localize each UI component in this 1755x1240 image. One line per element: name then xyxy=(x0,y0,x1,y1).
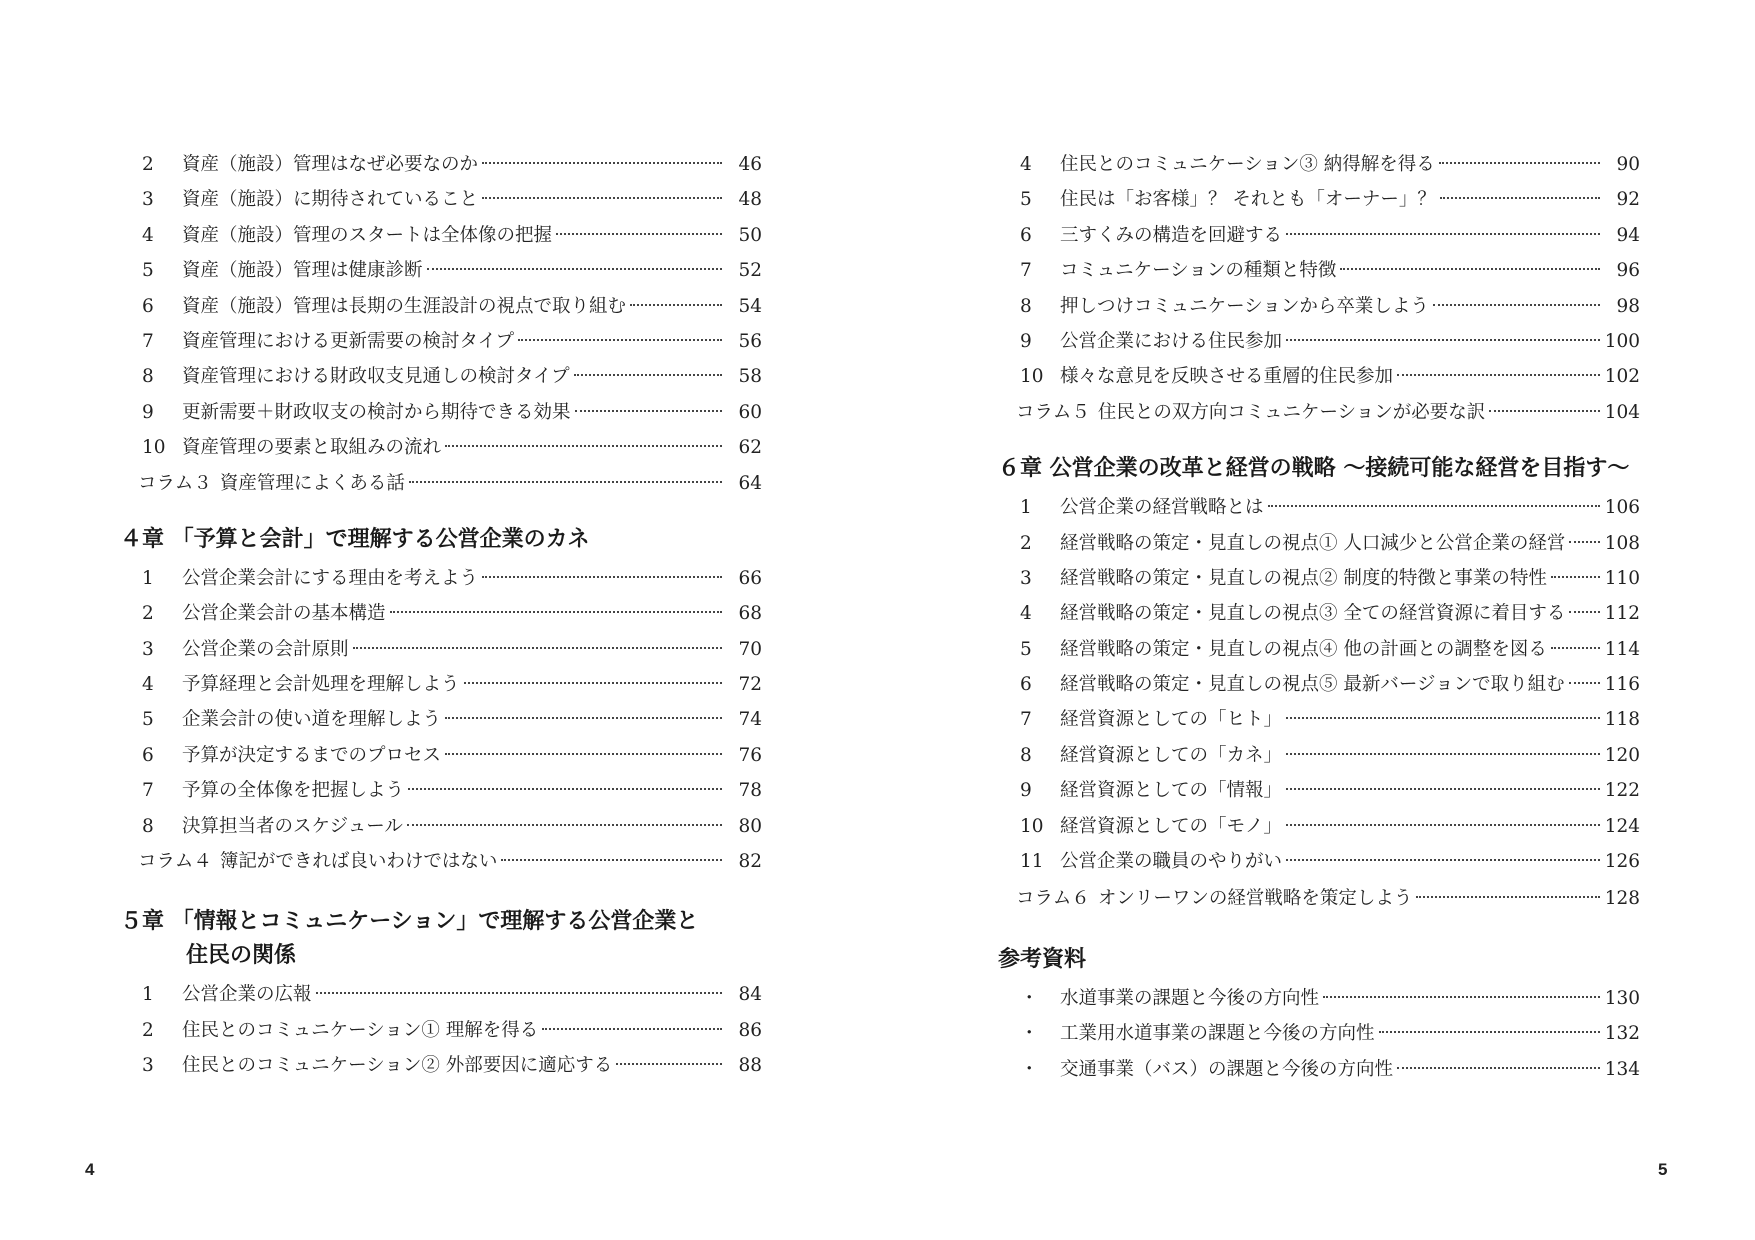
item-page: 78 xyxy=(738,780,762,802)
item-page: 76 xyxy=(738,744,762,766)
item-page: 80 xyxy=(738,815,762,837)
item-title: 資産管理における更新需要の検討タイプ xyxy=(182,330,515,352)
item-title: 経営戦略の策定・見直しの視点② 制度的特徴と事業の特性 xyxy=(1060,567,1547,589)
leader-dots xyxy=(1340,267,1600,270)
item-number: 9 xyxy=(1020,330,1032,352)
item-title: 公営企業の広報 xyxy=(182,984,312,1006)
item-page: 82 xyxy=(738,851,762,873)
item-page: 128 xyxy=(1604,888,1640,910)
item-page: 108 xyxy=(1604,532,1640,554)
leader-dots xyxy=(556,232,722,235)
item-number: 5 xyxy=(142,260,154,282)
item-title: 資産（施設）管理のスタートは全体像の把握 xyxy=(182,224,553,246)
item-title: 更新需要＋財政収支の検討から期待できる効果 xyxy=(182,401,571,423)
item-number: 4 xyxy=(142,224,154,246)
item-number: 7 xyxy=(142,780,154,802)
item-title: 経営戦略の策定・見直しの視点① 人口減少と公営企業の経営 xyxy=(1060,532,1566,554)
toc-item xyxy=(1020,667,1640,702)
toc-item xyxy=(1020,702,1640,737)
column-6-entry xyxy=(1016,881,1640,916)
leader-dots xyxy=(616,1062,722,1065)
column-entry xyxy=(1016,395,1640,430)
leader-dots xyxy=(316,991,722,994)
item-title: 公営企業会計にする理由を考えよう xyxy=(182,567,479,589)
toc-item xyxy=(1020,147,1640,182)
toc-item xyxy=(142,395,762,430)
toc-item xyxy=(142,1048,762,1083)
item-title: 経営資源としての「モノ」 xyxy=(1060,815,1282,837)
toc-item xyxy=(142,809,762,844)
toc-item xyxy=(142,773,762,808)
leader-dots xyxy=(1397,373,1600,376)
item-number: 8 xyxy=(142,815,154,837)
item-title: 経営資源としての「ヒト」 xyxy=(1060,709,1283,731)
toc-item xyxy=(142,218,762,253)
leader-dots xyxy=(1286,787,1600,790)
item-title: コミュニケーションの種類と特徴 xyxy=(1060,260,1337,282)
item-page: 72 xyxy=(738,674,762,696)
item-title: 住民とのコミュニケーション③ 納得解を得る xyxy=(1060,154,1435,175)
toc-left-column xyxy=(120,147,762,1084)
leader-dots xyxy=(1286,752,1600,755)
item-page: 88 xyxy=(738,1055,762,1077)
item-page: 90 xyxy=(1616,154,1640,175)
item-title: 三すくみの構造を回避する xyxy=(1060,224,1283,246)
item-title: 住民とのコミュニケーション② 外部要因に適応する xyxy=(182,1055,613,1077)
toc-item xyxy=(1020,253,1640,288)
column-label: コラム４ xyxy=(138,851,212,873)
leader-dots xyxy=(482,161,722,164)
toc-item xyxy=(142,977,762,1012)
column-entry xyxy=(138,466,762,501)
leader-dots xyxy=(1286,232,1600,235)
toc-item xyxy=(142,667,762,702)
toc-item xyxy=(1020,359,1640,394)
leader-dots xyxy=(1433,303,1600,306)
item-number: 1 xyxy=(1020,497,1032,519)
item-page: 116 xyxy=(1604,674,1640,696)
item-page: 56 xyxy=(738,330,762,352)
item-number: 3 xyxy=(1020,567,1032,589)
leader-dots xyxy=(1569,681,1600,684)
item-title: 予算の全体像を把握しよう xyxy=(182,780,405,802)
item-number: 3 xyxy=(142,1055,154,1077)
item-number: 6 xyxy=(142,295,154,317)
item-page: 124 xyxy=(1604,815,1640,837)
item-title: 資産（施設）管理はなぜ必要なのか xyxy=(182,154,479,175)
leader-dots xyxy=(1569,610,1600,613)
leader-dots xyxy=(518,338,722,341)
toc-right-column xyxy=(998,147,1640,1087)
item-page: 68 xyxy=(738,603,762,625)
item-number: 10 xyxy=(1020,815,1044,837)
leader-dots xyxy=(445,752,722,755)
item-number: 8 xyxy=(1020,744,1032,766)
toc-item xyxy=(142,738,762,773)
leader-dots xyxy=(501,858,722,861)
item-title: 水道事業の課題と今後の方向性 xyxy=(1060,987,1320,1009)
chapter-4-items xyxy=(138,561,762,880)
item-number: 6 xyxy=(1020,674,1032,696)
item-title: 経営戦略の策定・見直しの視点④ 他の計画との調整を図る xyxy=(1060,638,1547,660)
item-number: 2 xyxy=(142,154,154,175)
item-number: ・ xyxy=(1020,1058,1039,1080)
leader-dots xyxy=(1569,540,1600,543)
item-number: 3 xyxy=(142,638,154,660)
column-label: コラム６ xyxy=(1016,888,1090,910)
toc-item xyxy=(1020,981,1640,1016)
item-title: 予算経理と会計処理を理解しよう xyxy=(182,674,460,696)
item-page: 62 xyxy=(738,437,762,459)
leader-dots xyxy=(482,575,722,578)
item-title: 公営企業の会計原則 xyxy=(182,638,349,660)
item-title: 資産（施設）管理は長期の生涯設計の視点で取り組む xyxy=(182,295,627,317)
item-page: 118 xyxy=(1604,709,1640,731)
item-number: 5 xyxy=(1020,638,1032,660)
item-page: 94 xyxy=(1616,224,1640,246)
item-title: 公営企業の経営戦略とは xyxy=(1060,497,1264,519)
item-page: 58 xyxy=(738,366,762,388)
item-number: 7 xyxy=(142,330,154,352)
item-title: 簿記ができれば良いわけではない xyxy=(219,851,498,873)
item-title: 公営企業会計の基本構造 xyxy=(182,603,386,625)
leader-dots xyxy=(409,480,722,483)
toc-item xyxy=(142,430,762,465)
toc-item xyxy=(1020,809,1640,844)
item-number: 1 xyxy=(142,567,154,589)
toc-item xyxy=(142,1013,762,1048)
item-title: 予算が決定するまでのプロセス xyxy=(182,744,442,766)
leader-dots xyxy=(1397,1066,1600,1069)
item-title: 企業会計の使い道を理解しよう xyxy=(182,709,442,731)
leader-dots xyxy=(464,681,722,684)
item-page: 50 xyxy=(738,224,762,246)
chapter-5-heading-line2: 住民の関係 xyxy=(186,943,297,969)
item-title: 資産管理によくある話 xyxy=(219,472,405,494)
item-title: 住民とのコミュニケーション① 理解を得る xyxy=(182,1019,539,1041)
toc-item xyxy=(142,324,762,359)
item-title: オンリーワンの経営戦略を策定しよう xyxy=(1097,888,1413,910)
item-page: 54 xyxy=(738,295,762,317)
item-page: 122 xyxy=(1604,780,1640,802)
item-page: 66 xyxy=(738,567,762,589)
toc-item xyxy=(1020,1016,1640,1051)
chapter-5-heading xyxy=(120,905,762,973)
leader-dots xyxy=(575,409,722,412)
item-number: 1 xyxy=(142,984,154,1006)
leader-dots xyxy=(353,646,722,649)
toc-item xyxy=(142,359,762,394)
item-number: 11 xyxy=(1020,851,1044,873)
item-number: 10 xyxy=(1020,366,1044,388)
item-number: 7 xyxy=(1020,260,1032,282)
toc-item xyxy=(1020,844,1640,879)
item-number: 10 xyxy=(142,437,166,459)
leader-dots xyxy=(574,373,722,376)
item-page: 96 xyxy=(1616,260,1640,282)
toc-item xyxy=(142,289,762,324)
item-page: 48 xyxy=(738,189,762,211)
item-page: 74 xyxy=(738,709,762,731)
column-entry xyxy=(1016,881,1640,916)
toc-item xyxy=(142,253,762,288)
leader-dots xyxy=(630,303,722,306)
item-page: 126 xyxy=(1604,851,1640,873)
item-number: 7 xyxy=(1020,709,1032,731)
toc-item xyxy=(1020,324,1640,359)
leader-dots xyxy=(390,610,722,613)
item-number: 6 xyxy=(142,744,154,766)
leader-dots xyxy=(1440,196,1600,199)
toc-item xyxy=(1020,738,1640,773)
leader-dots xyxy=(1489,409,1600,412)
item-title: 経営戦略の策定・見直しの視点③ 全ての経営資源に着目する xyxy=(1060,603,1566,625)
item-title: 公営企業の職員のやりがい xyxy=(1060,851,1283,873)
item-number: 6 xyxy=(1020,224,1032,246)
leader-dots xyxy=(1268,504,1600,507)
item-title: 工業用水道事業の課題と今後の方向性 xyxy=(1060,1023,1375,1045)
toc-item xyxy=(142,702,762,737)
item-number: 2 xyxy=(1020,532,1032,554)
toc-right-pre-section xyxy=(1020,147,1640,395)
item-number: 8 xyxy=(1020,295,1032,317)
leader-dots xyxy=(1286,716,1600,719)
item-title: 経営戦略の策定・見直しの視点⑤ 最新バージョンで取り組む xyxy=(1060,674,1565,696)
item-number: 9 xyxy=(1020,780,1032,802)
item-page: 102 xyxy=(1604,366,1640,388)
leader-dots xyxy=(1551,646,1600,649)
toc-item xyxy=(1020,632,1640,667)
leader-dots xyxy=(1323,995,1600,998)
item-page: 112 xyxy=(1604,603,1640,625)
item-number: 9 xyxy=(142,401,154,423)
leader-dots xyxy=(427,267,722,270)
item-page: 86 xyxy=(738,1019,762,1041)
leader-dots xyxy=(1439,161,1600,164)
toc-item xyxy=(1020,561,1640,596)
toc-item xyxy=(142,182,762,217)
item-title: 住民との双方向コミュニケーションが必要な訳 xyxy=(1097,401,1486,423)
item-title: 様々な意見を反映させる重層的住民参加 xyxy=(1060,366,1394,388)
toc-item xyxy=(1020,1052,1640,1087)
toc-item xyxy=(142,561,762,596)
leader-dots xyxy=(407,823,722,826)
leader-dots xyxy=(1416,895,1600,898)
item-page: 100 xyxy=(1604,330,1640,352)
item-page: 52 xyxy=(738,260,762,282)
item-page: 120 xyxy=(1604,744,1640,766)
item-title: 押しつけコミュニケーションから卒業しよう xyxy=(1060,295,1429,317)
toc-item xyxy=(1020,490,1640,525)
leader-dots xyxy=(1286,858,1600,861)
leader-dots xyxy=(1551,575,1600,578)
item-title: 住民は「お客様」？ それとも「オーナー」？ xyxy=(1060,189,1436,211)
leader-dots xyxy=(445,716,722,719)
item-page: 132 xyxy=(1604,1023,1640,1045)
toc-item xyxy=(1020,596,1640,631)
item-title: 交通事業（バス）の課題と今後の方向性 xyxy=(1060,1058,1394,1080)
chapter-5-heading-line1: ５章 「情報とコミュニケーション」で理解する公営企業と xyxy=(120,909,699,935)
toc-item xyxy=(142,632,762,667)
toc-left-pre-section xyxy=(142,147,762,466)
chapter-6-heading: ６章 公営企業の改革と経営の戦略 ～接続可能な経営を目指す～ xyxy=(998,456,1630,482)
item-number: 5 xyxy=(1020,189,1032,211)
leader-dots xyxy=(542,1027,722,1030)
column-5-entry xyxy=(1016,395,1640,430)
chapter-5-items xyxy=(142,977,762,1083)
item-page: 92 xyxy=(1616,189,1640,211)
item-page: 106 xyxy=(1604,497,1640,519)
item-number: 4 xyxy=(1020,603,1032,625)
item-number: 3 xyxy=(142,189,154,211)
leader-dots xyxy=(1379,1030,1600,1033)
item-page: 98 xyxy=(1616,295,1640,317)
item-title: 資産（施設）に期待されていること xyxy=(182,189,479,211)
item-page: 134 xyxy=(1604,1058,1640,1080)
leader-dots xyxy=(445,444,722,447)
item-title: 資産管理の要素と取組みの流れ xyxy=(182,437,442,459)
item-number: 5 xyxy=(142,709,154,731)
toc-item xyxy=(1020,526,1640,561)
column-entry xyxy=(138,844,762,879)
chapter-6-items xyxy=(1020,490,1640,879)
toc-item xyxy=(1020,182,1640,217)
toc-item xyxy=(1020,289,1640,324)
item-number: ・ xyxy=(1020,1023,1039,1045)
toc-item xyxy=(142,596,762,631)
item-page: 70 xyxy=(738,638,762,660)
item-number: ・ xyxy=(1020,987,1039,1009)
item-page: 130 xyxy=(1604,987,1640,1009)
item-number: 8 xyxy=(142,366,154,388)
page-number-left: 4 xyxy=(85,1160,95,1179)
page-number-right: 5 xyxy=(1658,1160,1668,1179)
toc-item xyxy=(1020,218,1640,253)
leader-dots xyxy=(408,787,722,790)
item-page: 60 xyxy=(738,401,762,423)
column-label: コラム３ xyxy=(138,472,212,494)
item-page: 46 xyxy=(738,154,762,175)
item-title: 公営企業における住民参加 xyxy=(1060,330,1283,352)
item-page: 110 xyxy=(1604,567,1640,589)
leader-dots xyxy=(482,196,722,199)
column-3-entry xyxy=(138,466,762,501)
item-title: 資産管理における財政収支見通しの検討タイプ xyxy=(182,366,570,388)
item-page: 84 xyxy=(738,984,762,1006)
item-number: 4 xyxy=(142,674,154,696)
item-title: 経営資源としての「カネ」 xyxy=(1060,744,1283,766)
item-number: 4 xyxy=(1020,154,1032,175)
item-number: 2 xyxy=(142,1019,154,1041)
item-number: 2 xyxy=(142,603,154,625)
leader-dots xyxy=(1286,338,1600,341)
references-heading: 参考資料 xyxy=(998,946,1087,972)
references-items xyxy=(1020,981,1640,1087)
leader-dots xyxy=(1286,823,1600,826)
item-page: 64 xyxy=(738,472,762,494)
column-label: コラム５ xyxy=(1016,401,1090,423)
item-title: 資産（施設）管理は健康診断 xyxy=(182,260,423,282)
item-title: 決算担当者のスケジュール xyxy=(182,815,403,837)
toc-item xyxy=(142,147,762,182)
toc-item xyxy=(1020,773,1640,808)
item-page: 114 xyxy=(1604,638,1640,660)
item-title: 経営資源としての「情報」 xyxy=(1060,780,1283,802)
chapter-4-heading: ４章 「予算と会計」で理解する公営企業のカネ xyxy=(120,526,590,552)
item-page: 104 xyxy=(1604,401,1640,423)
